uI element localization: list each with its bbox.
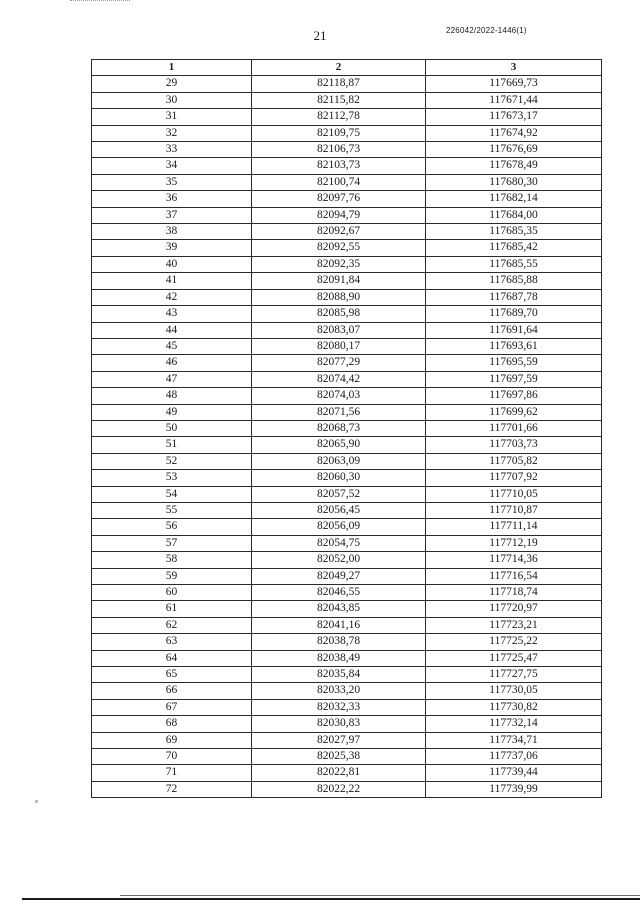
table-row xyxy=(92,683,602,699)
table-row xyxy=(92,781,602,797)
cell-y-coordinate: 117725,22 xyxy=(426,634,602,650)
cell-x-coordinate: 82056,45 xyxy=(252,502,426,518)
cell-point-number: 71 xyxy=(92,765,252,781)
cell-y-coordinate: 117723,21 xyxy=(426,617,602,633)
table-row xyxy=(92,256,602,272)
column-header-x: 2 xyxy=(252,60,426,76)
cell-y-coordinate: 117739,99 xyxy=(426,781,602,797)
coordinates-table xyxy=(91,59,602,798)
cell-x-coordinate: 82054,75 xyxy=(252,535,426,551)
bottom-rule xyxy=(22,898,640,900)
table-row xyxy=(92,109,602,125)
table-row xyxy=(92,191,602,207)
cell-point-number: 63 xyxy=(92,634,252,650)
cell-x-coordinate: 82088,90 xyxy=(252,289,426,305)
cell-point-number: 58 xyxy=(92,552,252,568)
cell-point-number: 59 xyxy=(92,568,252,584)
cell-point-number: 56 xyxy=(92,519,252,535)
cell-point-number: 37 xyxy=(92,207,252,223)
document-reference: 226042/2022-1446(1) xyxy=(446,26,527,35)
cell-y-coordinate: 117674,92 xyxy=(426,125,602,141)
table-row xyxy=(92,92,602,108)
table-row xyxy=(92,355,602,371)
cell-point-number: 42 xyxy=(92,289,252,305)
cell-y-coordinate: 117718,74 xyxy=(426,585,602,601)
cell-point-number: 35 xyxy=(92,174,252,190)
cell-y-coordinate: 117730,05 xyxy=(426,683,602,699)
cell-y-coordinate: 117689,70 xyxy=(426,306,602,322)
table-row xyxy=(92,338,602,354)
cell-x-coordinate: 82109,75 xyxy=(252,125,426,141)
cell-y-coordinate: 117739,44 xyxy=(426,765,602,781)
cell-point-number: 45 xyxy=(92,338,252,354)
cell-point-number: 61 xyxy=(92,601,252,617)
cell-y-coordinate: 117727,75 xyxy=(426,667,602,683)
cell-x-coordinate: 82038,78 xyxy=(252,634,426,650)
cell-x-coordinate: 82103,73 xyxy=(252,158,426,174)
bottom-rule xyxy=(120,895,640,896)
cell-y-coordinate: 117682,14 xyxy=(426,191,602,207)
table-row xyxy=(92,420,602,436)
cell-point-number: 31 xyxy=(92,109,252,125)
cell-x-coordinate: 82115,82 xyxy=(252,92,426,108)
cell-y-coordinate: 117714,36 xyxy=(426,552,602,568)
cell-x-coordinate: 82097,76 xyxy=(252,191,426,207)
cell-point-number: 32 xyxy=(92,125,252,141)
cell-x-coordinate: 82022,22 xyxy=(252,781,426,797)
cell-point-number: 30 xyxy=(92,92,252,108)
cell-y-coordinate: 117685,35 xyxy=(426,224,602,240)
cell-x-coordinate: 82071,56 xyxy=(252,404,426,420)
scan-artifact xyxy=(70,0,130,4)
table-row xyxy=(92,502,602,518)
cell-point-number: 55 xyxy=(92,502,252,518)
table-row xyxy=(92,535,602,551)
cell-y-coordinate: 117730,82 xyxy=(426,699,602,715)
cell-x-coordinate: 82063,09 xyxy=(252,453,426,469)
cell-x-coordinate: 82092,67 xyxy=(252,224,426,240)
cell-x-coordinate: 82106,73 xyxy=(252,142,426,158)
cell-point-number: 48 xyxy=(92,388,252,404)
cell-x-coordinate: 82118,87 xyxy=(252,76,426,92)
table-row xyxy=(92,699,602,715)
cell-y-coordinate: 117680,30 xyxy=(426,174,602,190)
table-row xyxy=(92,240,602,256)
cell-y-coordinate: 117701,66 xyxy=(426,420,602,436)
table-row xyxy=(92,306,602,322)
cell-y-coordinate: 117676,69 xyxy=(426,142,602,158)
cell-y-coordinate: 117703,73 xyxy=(426,437,602,453)
cell-point-number: 34 xyxy=(92,158,252,174)
cell-y-coordinate: 117697,59 xyxy=(426,371,602,387)
cell-y-coordinate: 117685,55 xyxy=(426,256,602,272)
cell-point-number: 68 xyxy=(92,716,252,732)
cell-y-coordinate: 117716,54 xyxy=(426,568,602,584)
table-row xyxy=(92,732,602,748)
table-row xyxy=(92,552,602,568)
cell-x-coordinate: 82049,27 xyxy=(252,568,426,584)
cell-point-number: 51 xyxy=(92,437,252,453)
cell-point-number: 57 xyxy=(92,535,252,551)
cell-y-coordinate: 117684,00 xyxy=(426,207,602,223)
cell-point-number: 38 xyxy=(92,224,252,240)
cell-x-coordinate: 82112,78 xyxy=(252,109,426,125)
table-row xyxy=(92,371,602,387)
cell-point-number: 52 xyxy=(92,453,252,469)
cell-x-coordinate: 82092,55 xyxy=(252,240,426,256)
cell-x-coordinate: 82035,84 xyxy=(252,667,426,683)
table-row xyxy=(92,76,602,92)
cell-point-number: 41 xyxy=(92,273,252,289)
table-row xyxy=(92,404,602,420)
table-row xyxy=(92,486,602,502)
table-body xyxy=(92,76,602,798)
cell-x-coordinate: 82057,52 xyxy=(252,486,426,502)
table-row xyxy=(92,617,602,633)
table-row xyxy=(92,437,602,453)
cell-x-coordinate: 82025,38 xyxy=(252,749,426,765)
cell-y-coordinate: 117725,47 xyxy=(426,650,602,666)
table-row xyxy=(92,125,602,141)
table-row xyxy=(92,289,602,305)
table-row xyxy=(92,273,602,289)
table-row xyxy=(92,470,602,486)
cell-x-coordinate: 82065,90 xyxy=(252,437,426,453)
cell-x-coordinate: 82074,03 xyxy=(252,388,426,404)
cell-x-coordinate: 82033,20 xyxy=(252,683,426,699)
cell-point-number: 29 xyxy=(92,76,252,92)
cell-x-coordinate: 82032,33 xyxy=(252,699,426,715)
cell-y-coordinate: 117697,86 xyxy=(426,388,602,404)
cell-y-coordinate: 117737,06 xyxy=(426,749,602,765)
cell-x-coordinate: 82077,29 xyxy=(252,355,426,371)
cell-y-coordinate: 117691,64 xyxy=(426,322,602,338)
column-header-point: 1 xyxy=(92,60,252,76)
cell-x-coordinate: 82085,98 xyxy=(252,306,426,322)
cell-y-coordinate: 117693,61 xyxy=(426,338,602,354)
column-header-y: 3 xyxy=(426,60,602,76)
cell-y-coordinate: 117695,59 xyxy=(426,355,602,371)
cell-point-number: 44 xyxy=(92,322,252,338)
cell-y-coordinate: 117732,14 xyxy=(426,716,602,732)
cell-x-coordinate: 82091,84 xyxy=(252,273,426,289)
cell-point-number: 70 xyxy=(92,749,252,765)
cell-y-coordinate: 117685,88 xyxy=(426,273,602,289)
cell-x-coordinate: 82027,97 xyxy=(252,732,426,748)
cell-point-number: 36 xyxy=(92,191,252,207)
cell-x-coordinate: 82074,42 xyxy=(252,371,426,387)
cell-point-number: 49 xyxy=(92,404,252,420)
table-row xyxy=(92,207,602,223)
table-row xyxy=(92,453,602,469)
cell-y-coordinate: 117707,92 xyxy=(426,470,602,486)
cell-point-number: 66 xyxy=(92,683,252,699)
scan-artifact xyxy=(35,800,38,803)
cell-x-coordinate: 82043,85 xyxy=(252,601,426,617)
cell-point-number: 60 xyxy=(92,585,252,601)
cell-y-coordinate: 117720,97 xyxy=(426,601,602,617)
cell-x-coordinate: 82038,49 xyxy=(252,650,426,666)
table-row xyxy=(92,322,602,338)
cell-x-coordinate: 82056,09 xyxy=(252,519,426,535)
cell-y-coordinate: 117710,87 xyxy=(426,502,602,518)
cell-y-coordinate: 117711,14 xyxy=(426,519,602,535)
cell-x-coordinate: 82030,83 xyxy=(252,716,426,732)
cell-x-coordinate: 82094,79 xyxy=(252,207,426,223)
cell-point-number: 47 xyxy=(92,371,252,387)
cell-x-coordinate: 82052,00 xyxy=(252,552,426,568)
cell-x-coordinate: 82022,81 xyxy=(252,765,426,781)
cell-y-coordinate: 117671,44 xyxy=(426,92,602,108)
cell-y-coordinate: 117699,62 xyxy=(426,404,602,420)
cell-point-number: 33 xyxy=(92,142,252,158)
cell-y-coordinate: 117673,17 xyxy=(426,109,602,125)
table-row xyxy=(92,568,602,584)
cell-x-coordinate: 82068,73 xyxy=(252,420,426,436)
table-row xyxy=(92,765,602,781)
cell-point-number: 46 xyxy=(92,355,252,371)
cell-point-number: 62 xyxy=(92,617,252,633)
cell-x-coordinate: 82083,07 xyxy=(252,322,426,338)
cell-x-coordinate: 82092,35 xyxy=(252,256,426,272)
table-row xyxy=(92,749,602,765)
cell-point-number: 69 xyxy=(92,732,252,748)
table-row xyxy=(92,667,602,683)
table-row xyxy=(92,174,602,190)
table-row xyxy=(92,716,602,732)
cell-point-number: 54 xyxy=(92,486,252,502)
cell-y-coordinate: 117710,05 xyxy=(426,486,602,502)
cell-x-coordinate: 82046,55 xyxy=(252,585,426,601)
cell-point-number: 67 xyxy=(92,699,252,715)
table-row xyxy=(92,519,602,535)
cell-point-number: 65 xyxy=(92,667,252,683)
table-row xyxy=(92,634,602,650)
table-row xyxy=(92,224,602,240)
cell-x-coordinate: 82080,17 xyxy=(252,338,426,354)
table-row xyxy=(92,650,602,666)
cell-point-number: 50 xyxy=(92,420,252,436)
cell-x-coordinate: 82100,74 xyxy=(252,174,426,190)
table-row xyxy=(92,601,602,617)
cell-y-coordinate: 117705,82 xyxy=(426,453,602,469)
table-row xyxy=(92,158,602,174)
cell-y-coordinate: 117687,78 xyxy=(426,289,602,305)
cell-y-coordinate: 117678,49 xyxy=(426,158,602,174)
table-header-row xyxy=(92,60,602,76)
cell-point-number: 53 xyxy=(92,470,252,486)
table-row xyxy=(92,388,602,404)
page-number: 21 xyxy=(313,28,327,43)
cell-y-coordinate: 117685,42 xyxy=(426,240,602,256)
cell-y-coordinate: 117734,71 xyxy=(426,732,602,748)
cell-x-coordinate: 82060,30 xyxy=(252,470,426,486)
cell-point-number: 64 xyxy=(92,650,252,666)
cell-y-coordinate: 117712,19 xyxy=(426,535,602,551)
table-row xyxy=(92,142,602,158)
cell-point-number: 43 xyxy=(92,306,252,322)
cell-point-number: 40 xyxy=(92,256,252,272)
cell-x-coordinate: 82041,16 xyxy=(252,617,426,633)
table-row xyxy=(92,585,602,601)
cell-y-coordinate: 117669,73 xyxy=(426,76,602,92)
cell-point-number: 72 xyxy=(92,781,252,797)
cell-point-number: 39 xyxy=(92,240,252,256)
